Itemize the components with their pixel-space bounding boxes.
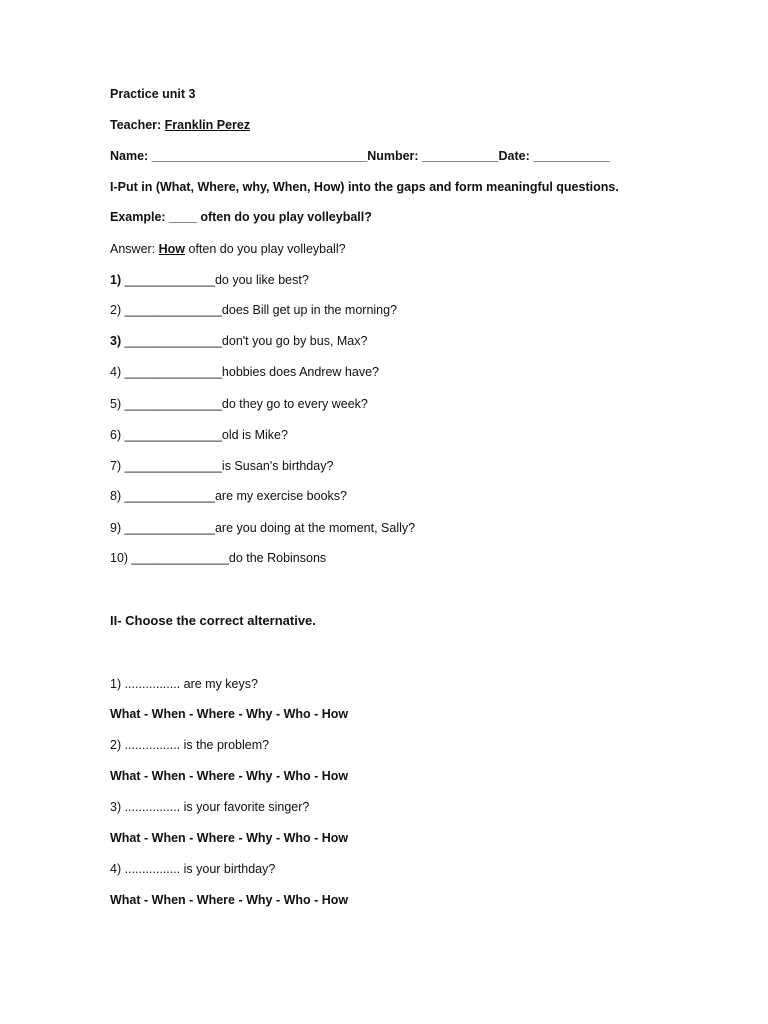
choice-options-3: What - When - Where - Why - Who - How: [110, 831, 349, 845]
question-item-10: [110, 550, 326, 566]
question-number: 4): [110, 365, 122, 379]
question-item-5: [110, 396, 368, 412]
question-item-8: [110, 488, 347, 504]
question-text: ______________is Susan's birthday?: [121, 459, 334, 473]
teacher-label: Teacher:: [110, 118, 165, 132]
question-text: ______________do the Robinsons: [128, 551, 327, 565]
question-item-1: [110, 272, 309, 288]
name-number-date-line: Name: _______________________________Number: ___________Date: ___________: [110, 149, 610, 163]
question-number: 5): [110, 397, 122, 411]
question-number: 1): [110, 273, 122, 287]
choice-options-2: What - When - Where - Why - Who - How: [110, 769, 349, 783]
question-text: _____________are you doing at the moment, Sally?: [121, 521, 416, 535]
section2-instruction: II- Choose the correct alternative.: [110, 613, 316, 628]
question-item-4: [110, 364, 379, 380]
question-text: ______________hobbies does Andrew have?: [121, 365, 379, 379]
question-number: 6): [110, 428, 122, 442]
choice-question-4: 4) ................ is your birthday?: [110, 862, 276, 876]
question-number: 7): [110, 459, 122, 473]
question-number: 3): [110, 334, 122, 348]
question-text: _____________do you like best?: [121, 273, 309, 287]
example-line: Example: ____ often do you play volleyball?: [110, 210, 372, 224]
question-text: ______________don't you go by bus, Max?: [121, 334, 368, 348]
choice-question-2: 2) ................ is the problem?: [110, 738, 270, 752]
question-item-2: [110, 302, 397, 318]
answer-label: Answer:: [110, 242, 159, 256]
question-number: 9): [110, 521, 122, 535]
teacher-line: [110, 117, 250, 133]
teacher-name: Franklin Perez: [164, 118, 251, 132]
answer-line: [110, 241, 346, 257]
choice-question-1: 1) ................ are my keys?: [110, 677, 258, 691]
question-number: 10): [110, 551, 129, 565]
question-text: ______________does Bill get up in the morning?: [121, 303, 398, 317]
question-text: _____________are my exercise books?: [121, 489, 347, 503]
question-number: 8): [110, 489, 122, 503]
question-text: ______________old is Mike?: [121, 428, 288, 442]
question-item-9: [110, 520, 415, 536]
answer-word: How: [158, 242, 186, 256]
question-number: 2): [110, 303, 122, 317]
choice-options-4: What - When - Where - Why - Who - How: [110, 893, 349, 907]
section1-instruction: I-Put in (What, Where, why, When, How) into the gaps and form meaningful questions.: [110, 180, 619, 194]
question-item-6: [110, 427, 288, 443]
question-item-3: [110, 333, 367, 349]
choice-options-1: What - When - Where - Why - Who - How: [110, 707, 349, 721]
choice-question-3: 3) ................ is your favorite singer?: [110, 800, 310, 814]
question-text: ______________do they go to every week?: [121, 397, 368, 411]
question-item-7: [110, 458, 333, 474]
answer-rest: often do you play volleyball?: [185, 242, 346, 256]
page-title: Practice unit 3: [110, 87, 196, 101]
